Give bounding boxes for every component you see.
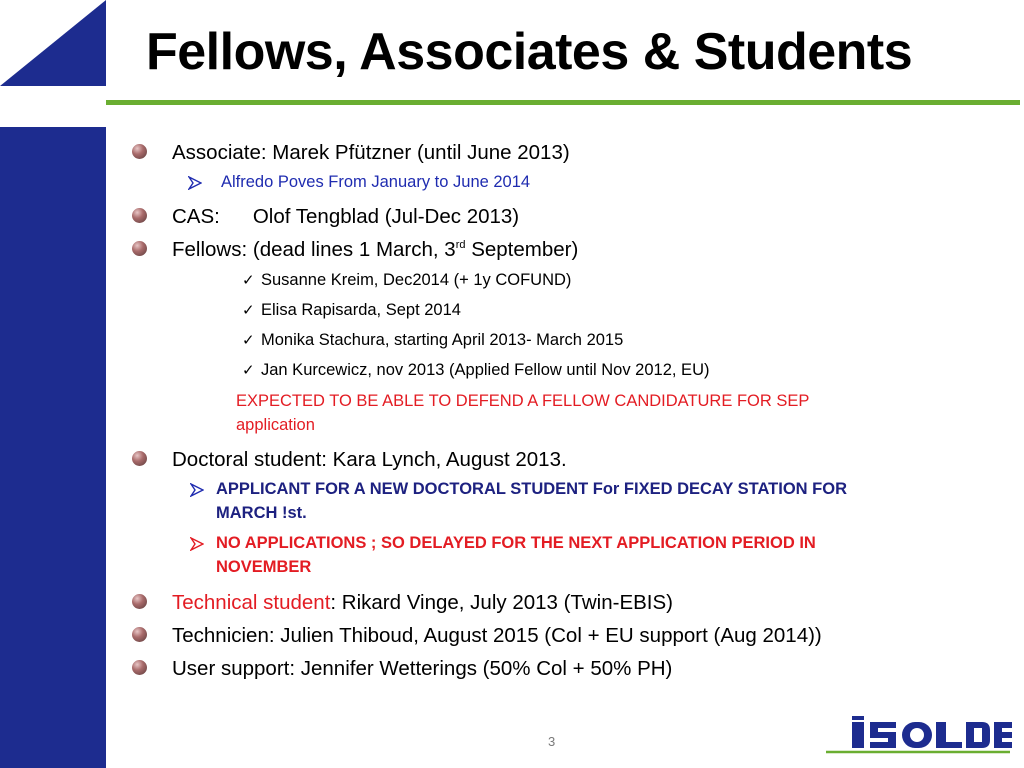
arrow-bullet-icon bbox=[190, 537, 204, 551]
fellow-item: Elisa Rapisarda, Sept 2014 bbox=[261, 301, 461, 319]
cas-name: Olof Tengblad (Jul-Dec 2013) bbox=[252, 205, 520, 228]
cas-label: CAS: bbox=[172, 205, 220, 228]
expected-note-line2: application bbox=[236, 416, 315, 434]
bullet-ball-icon bbox=[132, 144, 147, 159]
fellows-item bbox=[172, 238, 578, 262]
technical-student-item bbox=[172, 591, 673, 615]
bullet-ball-icon bbox=[132, 208, 147, 223]
page-number: 3 bbox=[548, 734, 556, 749]
arrow-bullet-icon bbox=[188, 176, 202, 190]
associate-item: Associate: Marek Pfützner (until June 2013) bbox=[172, 141, 570, 164]
expected-note-line1: EXPECTED TO BE ABLE TO DEFEND A FELLOW CANDIDATURE FOR SEP bbox=[236, 392, 810, 410]
applicant-line2: MARCH !st. bbox=[216, 504, 307, 522]
fellows-prefix: Fellows: (dead lines 1 March, 3 bbox=[172, 238, 456, 261]
bullet-ball-icon bbox=[132, 594, 147, 609]
user-support-item: User support: Jennifer Wetterings (50% Col + 50% PH) bbox=[172, 657, 673, 680]
checkmark-icon: ✓ bbox=[242, 301, 255, 319]
applicant-line1: APPLICANT FOR A NEW DOCTORAL STUDENT For FIXED DECAY STATION FOR bbox=[216, 480, 847, 498]
cas-item bbox=[172, 205, 519, 229]
checkmark-icon: ✓ bbox=[242, 331, 255, 349]
fellow-item: Susanne Kreim, Dec2014 (+ 1y COFUND) bbox=[261, 271, 572, 289]
no-applications-line1: NO APPLICATIONS ; SO DELAYED FOR THE NEXT APPLICATION PERIOD IN bbox=[216, 534, 816, 552]
fellow-item: Monika Stachura, starting April 2013- March 2015 bbox=[261, 331, 624, 349]
associate-sub-item: Alfredo Poves From January to June 2014 bbox=[221, 173, 531, 191]
fellow-item: Jan Kurcewicz, nov 2013 (Applied Fellow until Nov 2012, EU) bbox=[261, 361, 710, 379]
doctoral-item: Doctoral student: Kara Lynch, August 2013. bbox=[172, 448, 567, 471]
bullet-ball-icon bbox=[132, 241, 147, 256]
checkmark-icon: ✓ bbox=[242, 361, 255, 379]
technicien-item: Technicien: Julien Thiboud, August 2015 (Col + EU support (Aug 2014)) bbox=[172, 624, 822, 647]
fellows-suffix: September) bbox=[465, 238, 579, 261]
bullet-ball-icon bbox=[132, 451, 147, 466]
checkmark-icon: ✓ bbox=[242, 271, 255, 289]
technical-student-label: Technical student bbox=[172, 591, 331, 614]
no-applications-line2: NOVEMBER bbox=[216, 558, 312, 576]
bullet-ball-icon bbox=[132, 660, 147, 675]
arrow-bullet-icon bbox=[190, 483, 204, 497]
fellows-superscript: rd bbox=[455, 239, 466, 252]
isolde-logo bbox=[822, 712, 1014, 756]
bullet-ball-icon bbox=[132, 627, 147, 642]
slide-title: Fellows, Associates & Students bbox=[146, 23, 913, 81]
technical-student-detail: : Rikard Vinge, July 2013 (Twin-EBIS) bbox=[330, 591, 673, 614]
